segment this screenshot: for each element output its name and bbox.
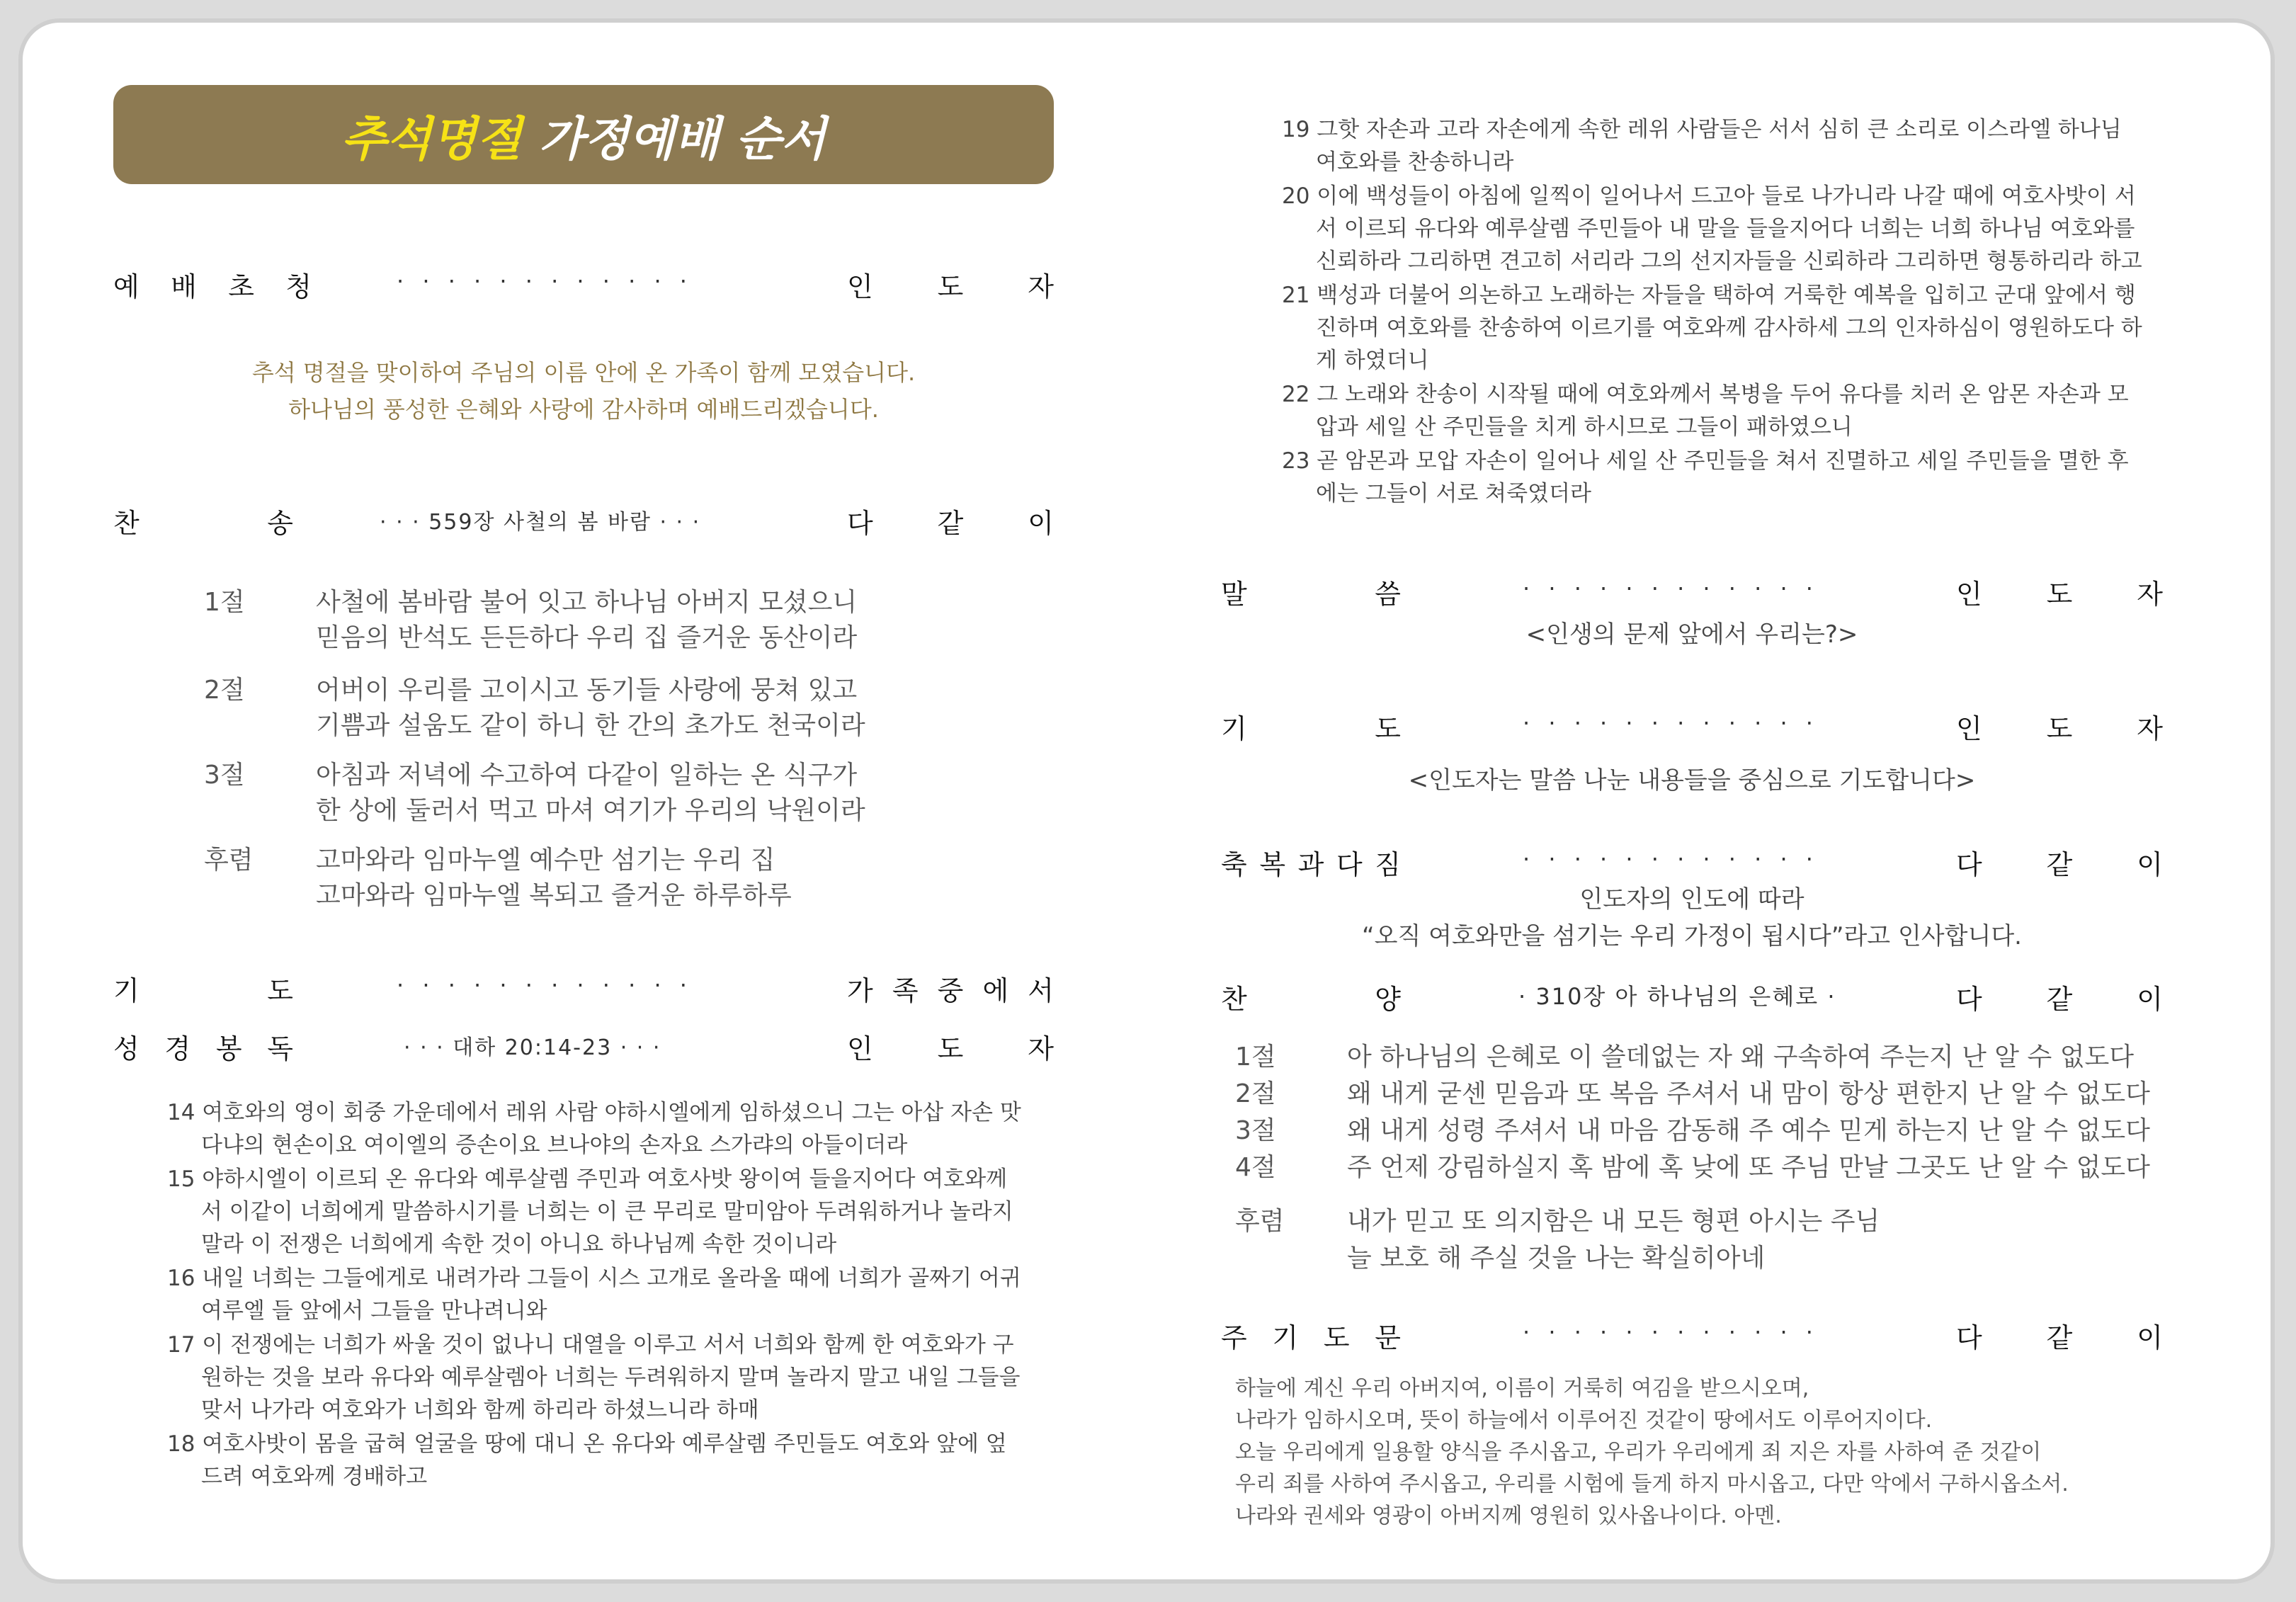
invitation-line: 추석 명절을 맞이하여 주님의 이름 안에 온 가족이 함께 모였습니다.	[251, 359, 916, 386]
label-char: 도	[1375, 713, 1401, 744]
verse-line: 한 상에 둘러서 먹고 마셔 여기가 우리의 낙원이라	[316, 796, 865, 825]
scripture-verse: 23 곧 암몬과 모압 자손이 일어나 세일 산 주민들을 쳐서 진멸하고 세일 주민들을 멸한 후에는 그들이 서로 쳐죽였더라	[1282, 448, 2129, 506]
sermon-label	[1221, 572, 1401, 611]
invitation-text	[113, 354, 1054, 428]
label-char: 족	[892, 975, 919, 1006]
lords-prayer-leader	[1956, 1316, 2163, 1355]
sermon-title: <인생의 문제 앞에서 우리는?>	[1525, 620, 1858, 649]
label-char: 주	[1221, 1322, 1247, 1353]
hymn-title: · · · 559장 사철의 봄 바람 · · ·	[380, 510, 701, 535]
title-rest: 가정예배 순서	[538, 110, 826, 166]
label-char: 기	[113, 975, 140, 1006]
label-char: 도	[1323, 1322, 1350, 1353]
scripture-verse: 20 이에 백성들이 아침에 일찍이 일어나서 드고아 들로 나가니라 나갈 때에 여호사밧이 서서 이르되 유다와 예루살렘 주민들아 내 말을 들을지어다 너희는 너희 하나님 여호와를 신뢰하라 그리하면 견고히 서리라 그의 선지자들을 신뢰하라 그리하면 형통하리라 하고	[1282, 183, 2142, 274]
lords-prayer-label	[1221, 1316, 1401, 1355]
label-char: 다	[1956, 1322, 1982, 1353]
lords-prayer-text	[1235, 1373, 2069, 1532]
label-char: 도	[937, 1033, 964, 1064]
scripture-verse: 17 이 전쟁에는 너희가 싸울 것이 없나니 대열을 이루고 서서 너희와 함께 한 여호와가 구원하는 것을 보라 유다와 예루살렘아 너희는 두려워하지 말며 놀라지 말고 내일 그들을 맞서 나가라 여호와가 너희와 함께 하리라 하셨느니라 하매	[167, 1332, 1021, 1423]
label-char: 같	[2046, 984, 2073, 1015]
label-char: 에	[982, 975, 1009, 1006]
verse-number: 3절	[204, 761, 245, 790]
label-char: 도	[2046, 713, 2073, 744]
label-char: 복	[1259, 849, 1286, 880]
reading-leader	[847, 1027, 1054, 1066]
verse-line: 믿음의 반석도 든든하다 우리 집 즐거운 동산이라	[316, 623, 858, 652]
prayer-leader	[847, 969, 1054, 1008]
label-char: 봉	[215, 1033, 242, 1064]
scripture-verse: 15 야하시엘이 이르되 온 유다와 예루살렘 주민과 여호사밧 왕이여 들을지어다 여호와께서 이같이 너희에게 말씀하시기를 너희는 이 큰 무리로 말미암아 두려워하거나 놀라지 말라 이 전쟁은 너희에게 속한 것이 아니요 하나님께 속한 것이니라	[167, 1166, 1013, 1257]
blessing-line: “오직 여호와만을 섬기는 우리 가정이 됩시다”라고 인사합니다.	[1362, 922, 2022, 950]
hymn-label	[113, 501, 293, 540]
label-char: 씀	[1375, 579, 1401, 610]
prayer-line: 우리 죄를 사하여 주시옵고, 우리를 시험에 들게 하지 마시옵고, 다만 악에서 구하시옵소서.	[1235, 1472, 2069, 1496]
label-char: 예	[113, 271, 140, 302]
blessing-line: 인도자의 인도에 따라	[1579, 885, 1805, 914]
invitation-line: 하나님의 풍성한 은혜와 사랑에 감사하며 예배드리겠습니다.	[288, 396, 879, 423]
blessing-text	[1221, 881, 2163, 955]
label-char: 기	[1221, 713, 1247, 744]
scripture-verse: 19 그핫 자손과 고라 자손에게 속한 레위 사람들은 서서 심히 큰 소리로 이스라엘 하나님 여호와를 찬송하니라	[1282, 117, 2122, 175]
label-char: 성	[113, 1033, 140, 1064]
right-prayer-leader	[1956, 707, 2163, 746]
label-char: 기	[1272, 1322, 1299, 1353]
label-char: 자	[1028, 271, 1054, 302]
prayer-note: <인도자는 말씀 나눈 내용들을 중심으로 기도합니다>	[1408, 766, 1976, 795]
label-char: 말	[1221, 579, 1247, 610]
verse-number: 1절	[204, 588, 245, 617]
label-char: 다	[1336, 849, 1363, 880]
hymn-chorus	[204, 843, 983, 914]
label-char: 다	[1956, 984, 1982, 1015]
label-char: 자	[2137, 713, 2163, 744]
label-char: 축	[1221, 849, 1247, 880]
label-char: 같	[2046, 849, 2073, 880]
label-char: 문	[1375, 1322, 1401, 1353]
verse-line: 늘 보호 해 주실 것을 나는 확실히아네	[1347, 1244, 1766, 1273]
verse-line: 고마와라 임마누엘 예수만 섬기는 우리 집	[316, 846, 775, 875]
scripture-verses-right	[1282, 113, 2146, 511]
label-char: 독	[267, 1033, 293, 1064]
label-char: 도	[937, 271, 964, 302]
label-char: 초	[228, 271, 254, 302]
prayer-line: 오늘 우리에게 일용할 양식을 주시옵고, 우리가 우리에게 죄 지은 자를 사하여 준 것같이	[1235, 1440, 2042, 1465]
verse-number: 1절	[1235, 1043, 1276, 1072]
label-char: 다	[847, 508, 873, 539]
label-char: 경	[164, 1033, 191, 1064]
scripture-verse: 14 여호와의 영이 회중 가운데에서 레위 사람 야하시엘에게 임하셨으니 그는 아삽 자손 맛다냐의 현손이요 여이엘의 증손이요 브나야의 손자요 스가랴의 아들이더라	[167, 1100, 1021, 1158]
label-char: 찬	[113, 508, 140, 539]
reading-label	[113, 1027, 293, 1066]
label-char: 다	[1956, 849, 1982, 880]
sermon-leader	[1956, 572, 2163, 611]
verse-line: 왜 내게 굳센 믿음과 또 복음 주셔서 내 맘이 항상 편한지 난 알 수 없도다	[1347, 1079, 2150, 1108]
invitation-label	[113, 265, 312, 304]
verse-line: 고마와라 임마누엘 복되고 즐거운 하루하루	[316, 881, 792, 910]
scripture-verse: 21 백성과 더불어 의논하고 노래하는 자들을 택하여 거룩한 예복을 입히고 군대 앞에서 행진하며 여호와를 찬송하여 이르기를 여호와께 감사하세 그의 인자하심이 영원하도다 하게 하였더니	[1282, 283, 2142, 373]
praise-verses	[1235, 1040, 2156, 1191]
blessing-label	[1221, 843, 1401, 882]
praise-label	[1221, 977, 1401, 1016]
label-char: 이	[1028, 508, 1054, 539]
invitation-leader	[847, 265, 1054, 304]
verse-line: 왜 내게 성령 주셔서 내 마음 감동해 주 예수 믿게 하는지 난 알 수 없도다	[1347, 1116, 2150, 1145]
praise-leader	[1956, 977, 2163, 1016]
praise-title: · 310장 아 하나님의 은혜로 ·	[1518, 983, 1836, 1010]
label-char: 인	[1956, 579, 1982, 610]
scripture-verse: 18 여호사밧이 몸을 굽혀 얼굴을 땅에 대니 온 유다와 예루살렘 주민들도 여호와 앞에 엎드려 여호와께 경배하고	[167, 1431, 1007, 1489]
title-banner	[113, 85, 1054, 184]
prayer-line: 나라와 권세와 영광이 아버지께 영원히 있사옵나이다. 아멘.	[1235, 1504, 1782, 1528]
verse-line: 주 언제 강림하실지 혹 밤에 혹 낮에 또 주님 만날 그곳도 난 알 수 없도다	[1347, 1153, 2150, 1182]
label-char: 짐	[1375, 849, 1401, 880]
verse-number: 3절	[1235, 1116, 1276, 1145]
label-char: 과	[1297, 849, 1324, 880]
label-char: 송	[267, 508, 293, 539]
lords-prayer-dots: · · · · · · · · · · · ·	[1523, 1319, 1819, 1346]
verse-line: 내가 믿고 또 의지함은 내 모든 형편 아시는 주님	[1347, 1207, 1880, 1236]
label-char: 인	[847, 271, 873, 302]
label-char: 배	[171, 271, 197, 302]
scripture-verse: 16 내일 너희는 그들에게로 내려가라 그들이 시스 고개로 올라올 때에 너희가 골짜기 어귀 여루엘 들 앞에서 그들을 만나려니와	[167, 1266, 1021, 1324]
label-char: 자	[2137, 579, 2163, 610]
scripture-verses-left	[167, 1096, 1024, 1494]
label-char: 이	[2137, 849, 2163, 880]
blessing-leader	[1956, 843, 2163, 882]
label-char: 가	[847, 975, 873, 1006]
prayer-line: 나라가 임하시오며, 뜻이 하늘에서 이루어진 것같이 땅에서도 이루어지이다.	[1235, 1408, 1933, 1433]
label-char: 인	[847, 1033, 873, 1064]
scripture-verse: 22 그 노래와 찬송이 시작될 때에 여호와께서 복병을 두어 유다를 치러 온 암몬 자손과 모압과 세일 산 주민들을 치게 하시므로 그들이 패하였으니	[1282, 382, 2129, 440]
verse-line: 어버이 우리를 고이시고 동기들 사랑에 뭉쳐 있고	[316, 676, 858, 705]
label-char: 도	[2046, 579, 2073, 610]
hymn-verse-2	[204, 673, 983, 744]
verse-line: 아침과 저녁에 수고하여 다같이 일하는 온 식구가	[316, 761, 858, 790]
prayer-line: 하늘에 계신 우리 아버지여, 이름이 거룩히 여김을 받으시오며,	[1235, 1376, 1809, 1401]
verse-line: 사철에 봄바람 불어 잇고 하나님 아버지 모셨으니	[316, 588, 858, 617]
verse-line: 아 하나님의 은혜로 이 쓸데없는 자 왜 구속하여 주는지 난 알 수 없도다	[1347, 1043, 2135, 1072]
hymn-verse-1	[204, 585, 983, 656]
label-char: 중	[937, 975, 964, 1006]
label-char: 인	[1956, 713, 1982, 744]
verse-number: 2절	[204, 676, 245, 705]
prayer-label	[113, 969, 293, 1008]
verse-number: 4절	[1235, 1153, 1276, 1182]
label-char: 이	[2137, 1322, 2163, 1353]
verse-number: 후렴	[204, 846, 254, 875]
prayer-dots: · · · · · · · · · · · ·	[397, 972, 693, 999]
label-char: 찬	[1221, 984, 1247, 1015]
title-highlight: 추석명절	[341, 110, 522, 166]
right-prayer-label	[1221, 707, 1401, 746]
label-char: 같	[2046, 1322, 2073, 1353]
invitation-dots: · · · · · · · · · · · ·	[397, 268, 693, 295]
verse-line: 기쁨과 설움도 같이 하니 한 간의 초가도 천국이라	[316, 711, 865, 740]
verse-number: 2절	[1235, 1079, 1276, 1108]
label-char: 같	[937, 508, 964, 539]
label-char: 도	[267, 975, 293, 1006]
verse-number: 후렴	[1235, 1207, 1285, 1236]
label-char: 양	[1375, 984, 1401, 1015]
hymn-leader	[847, 501, 1054, 540]
reading-reference: · · · 대하 20:14-23 · · ·	[404, 1035, 661, 1060]
hymn-verse-3	[204, 758, 983, 829]
label-char: 서	[1028, 975, 1054, 1006]
label-char: 이	[2137, 984, 2163, 1015]
right-prayer-dots: · · · · · · · · · · · ·	[1523, 710, 1819, 737]
label-char: 청	[285, 271, 312, 302]
sermon-dots: · · · · · · · · · · · ·	[1523, 575, 1819, 602]
blessing-dots: · · · · · · · · · · · ·	[1523, 846, 1819, 873]
praise-chorus	[1235, 1204, 2156, 1282]
label-char: 자	[1028, 1033, 1054, 1064]
